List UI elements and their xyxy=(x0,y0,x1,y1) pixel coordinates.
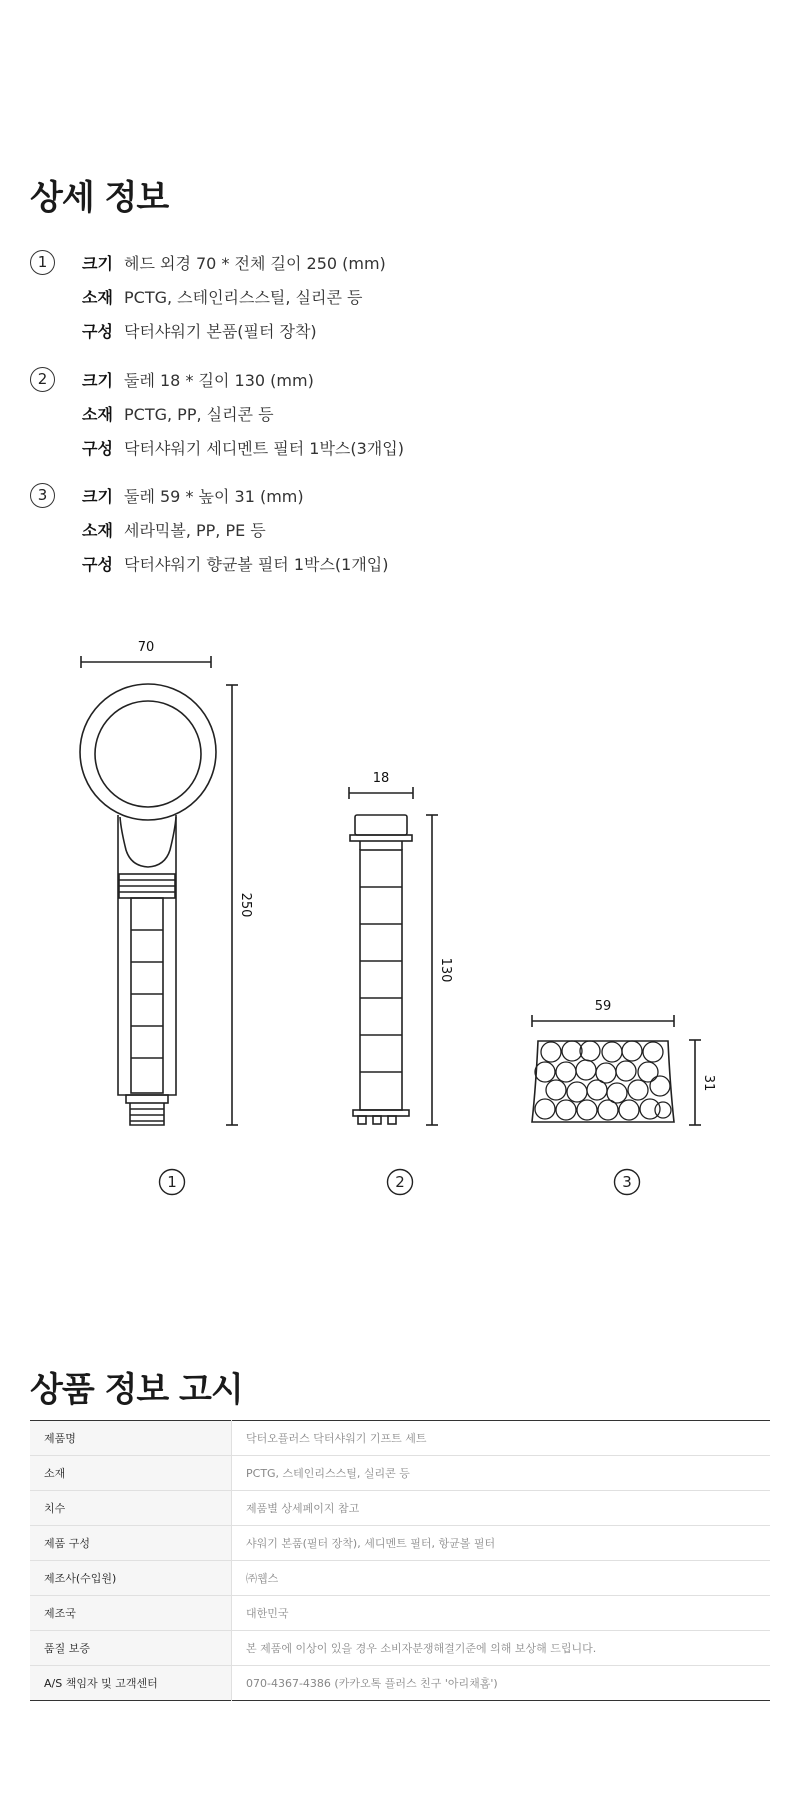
sediment-filter-drawing xyxy=(350,815,412,1124)
notice-key: 제품 구성 xyxy=(30,1526,232,1561)
table-row xyxy=(30,1631,770,1666)
details-title: 상세 정보 xyxy=(30,178,169,218)
notice-value: 제품별 상세페이지 참고 xyxy=(232,1491,771,1526)
notice-value: 샤워기 본품(필터 장착), 세디멘트 필터, 항균볼 필터 xyxy=(232,1526,771,1561)
shower-height-label: 250 xyxy=(238,892,253,918)
table-row xyxy=(30,1596,770,1631)
table-row xyxy=(30,1666,770,1701)
ball-filter-width-label: 59 xyxy=(594,999,612,1014)
shower-head-drawing xyxy=(80,684,216,1125)
filter-width-label: 18 xyxy=(372,771,390,786)
product-dimension-diagram xyxy=(0,620,800,1210)
notice-title: 상품 정보 고시 xyxy=(30,1370,243,1410)
spec-value: 둘레 59 * 높이 31 (mm) xyxy=(124,487,304,506)
spec-group-1 xyxy=(30,250,730,340)
spec-value: 세라믹볼, PP, PE 등 xyxy=(124,521,266,540)
spec-value: PCTG, PP, 실리콘 등 xyxy=(124,405,274,424)
notice-key: 제조국 xyxy=(30,1596,232,1631)
spec-key: 소재 xyxy=(82,521,113,540)
table-row xyxy=(30,1421,770,1456)
table-row xyxy=(30,1456,770,1491)
spec-value: 닥터샤워기 세디멘트 필터 1박스(3개입) xyxy=(124,439,404,458)
spec-key: 소재 xyxy=(82,405,113,424)
notice-key: 제조사(수입원) xyxy=(30,1561,232,1596)
notice-value: 070-4367-4386 (카카오톡 플러스 친구 '아리채홈') xyxy=(246,1677,498,1690)
spec-row-size xyxy=(82,484,304,504)
notice-key: 소재 xyxy=(30,1456,232,1491)
filter-height-dimension xyxy=(426,815,438,1125)
ball-filter-height-dimension xyxy=(689,1040,701,1125)
table-row xyxy=(30,1526,770,1561)
ball-filter-height-label: 31 xyxy=(701,1074,716,1092)
spec-row-material xyxy=(82,285,362,305)
spec-row-material xyxy=(82,402,274,422)
notice-key: A/S 책임자 및 고객센터 xyxy=(30,1666,232,1701)
diagram-label-1: 1 xyxy=(167,1173,177,1191)
notice-value: ㈜웹스 xyxy=(232,1561,771,1596)
notice-key: 제품명 xyxy=(30,1421,232,1456)
spec-value: PCTG, 스테인리스스틸, 실리콘 등 xyxy=(124,288,363,307)
spec-value: 닥터샤워기 향균볼 필터 1박스(1개입) xyxy=(124,555,389,574)
spec-key: 구성 xyxy=(82,439,113,458)
spec-key: 크기 xyxy=(82,487,113,506)
ball-filter-drawing xyxy=(532,1041,674,1122)
shower-height-dimension xyxy=(226,685,238,1125)
ball-filter-width-dimension xyxy=(532,1015,674,1027)
number-badge-2: 2 xyxy=(30,367,55,392)
spec-row-size xyxy=(82,368,314,388)
spec-row-composition xyxy=(82,552,389,572)
notice-key: 치수 xyxy=(30,1491,232,1526)
notice-value: PCTG, 스테인리스스틸, 실리콘 등 xyxy=(232,1456,771,1491)
spec-value: 헤드 외경 70 * 전체 길이 250 (mm) xyxy=(124,254,386,273)
number-badge-1: 1 xyxy=(30,250,55,275)
notice-value: 본 제품에 이상이 있을 경우 소비자분쟁해결기준에 의해 보상해 드립니다. xyxy=(232,1631,771,1666)
spec-key: 크기 xyxy=(82,254,113,273)
number-badge-3: 3 xyxy=(30,483,55,508)
diagram-label-3: 3 xyxy=(622,1173,632,1191)
diagram-label-2: 2 xyxy=(395,1173,405,1191)
shower-width-label: 70 xyxy=(137,640,155,655)
shower-width-dimension xyxy=(81,656,211,668)
spec-key: 크기 xyxy=(82,371,113,390)
spec-value: 둘레 18 * 길이 130 (mm) xyxy=(124,371,314,390)
notice-value: 닥터오플러스 닥터샤워기 기프트 세트 xyxy=(232,1421,771,1456)
notice-value: 대한민국 xyxy=(232,1596,771,1631)
filter-height-label: 130 xyxy=(438,957,453,983)
spec-row-material xyxy=(82,518,266,538)
spec-value: 닥터샤워기 본품(필터 장착) xyxy=(124,322,317,341)
spec-row-composition xyxy=(82,319,317,339)
product-notice-table xyxy=(30,1420,770,1701)
spec-row-size xyxy=(82,251,386,271)
spec-group-3 xyxy=(30,483,730,573)
spec-key: 구성 xyxy=(82,322,113,341)
spec-row-composition xyxy=(82,436,404,456)
spec-group-2 xyxy=(30,367,730,457)
spec-key: 구성 xyxy=(82,555,113,574)
spec-key: 소재 xyxy=(82,288,113,307)
filter-width-dimension xyxy=(349,787,413,799)
table-row xyxy=(30,1561,770,1596)
table-row xyxy=(30,1491,770,1526)
notice-key: 품질 보증 xyxy=(30,1631,232,1666)
